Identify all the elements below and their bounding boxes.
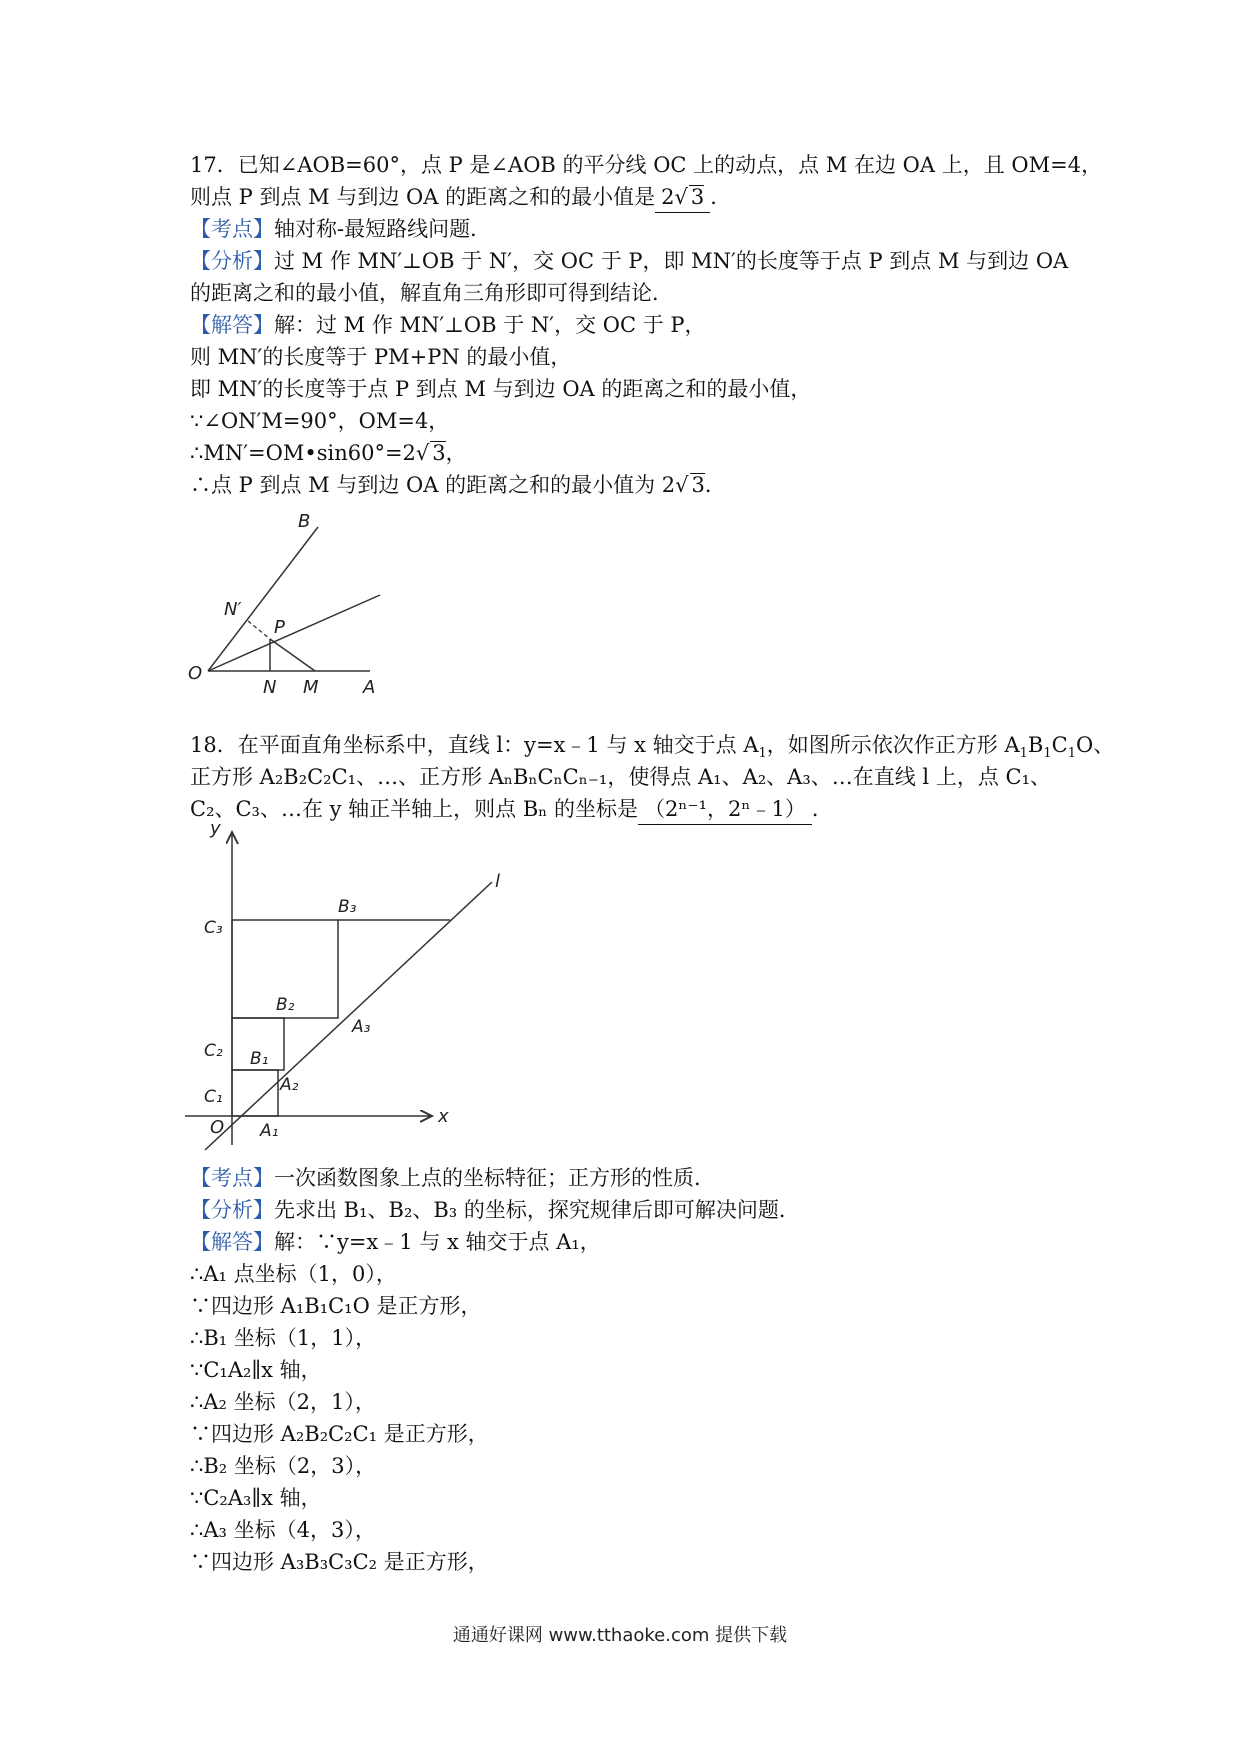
p18-question-line3: C₂、C₃、…在 y 轴正半轴上，则点 Bₙ 的坐标是 （2ⁿ⁻¹，2ⁿ﹣1） ． (190, 794, 833, 825)
p18-step: ∵C₂A₃∥x 轴， (190, 1486, 322, 1510)
p17-answer: 2√ 3 (655, 182, 710, 213)
p18-step: ∵四边形 A₃B₃C₃C₂ 是正方形， (190, 1550, 489, 1574)
fig17-label-M: M (303, 677, 319, 695)
p18-step: ∴B₁ 坐标（1，1）， (190, 1326, 377, 1350)
p17-kaodian: 【考点】轴对称-最短路线问题． (190, 217, 492, 241)
p18-step: ∴A₃ 坐标（4，3）， (190, 1518, 376, 1542)
fig18-label-B1: B₁ (250, 1049, 269, 1069)
fig18-label-A2: A₂ (280, 1075, 299, 1095)
p17-jieda-tag: 【解答】 (190, 313, 274, 337)
p18-answer: （2ⁿ⁻¹，2ⁿ﹣1） (638, 794, 812, 825)
p17-solution-line3: 即 MN′的长度等于点 P 到点 M 与到边 OA 的距离之和的最小值， (190, 377, 812, 401)
p17-figure (180, 505, 410, 699)
p17-fenxi-tag: 【分析】 (190, 249, 274, 273)
page-footer: 通通好课网 www.tthaoke.com 提供下载 (452, 1625, 788, 1646)
p18-step: ∵四边形 A₁B₁C₁O 是正方形， (190, 1294, 482, 1318)
fig17-label-B: B (298, 511, 311, 532)
fig18-label-C1: C₁ (204, 1087, 223, 1107)
p18-fenxi: 【分析】先求出 B₁、B₂、B₃ 的坐标，探究规律后即可解决问题． (190, 1198, 800, 1222)
p17-kaodian-tag: 【考点】 (190, 217, 274, 241)
fig18-label-y: y (210, 820, 221, 839)
fig17-label-N-prime: N′ (224, 599, 242, 620)
fig18-label-B3: B₃ (338, 897, 357, 917)
fig18-label-C3: C₃ (204, 918, 223, 938)
fig17-label-O: O (188, 663, 203, 684)
p18-question-line1: 18．在平面直角坐标系中，直线 l：y=x﹣1 与 x 轴交于点 $A_1$，如图所示依次作正方形 $A_1B_1C_1O$、 (190, 733, 1115, 762)
p18-question-line2: 正方形 A₂B₂C₂C₁、…、正方形 AₙBₙCₙCₙ₋₁，使得点 A₁、A₂、A₃、…在直线 l 上，点 C₁、 (190, 765, 1051, 789)
p18-fenxi-tag: 【分析】 (190, 1198, 274, 1222)
fig18-label-A3: A₃ (352, 1017, 371, 1037)
p18-step: ∴A₂ 坐标（2，1）， (190, 1390, 376, 1414)
p17-question-line1: 17．已知∠AOB=60°，点 P 是∠AOB 的平分线 OC 上的动点，点 M 在边 OA 上，且 OM=4， (190, 153, 1103, 177)
p18-jieda-tag: 【解答】 (190, 1230, 274, 1254)
p17-jieda: 【解答】解：过 M 作 MN′⊥OB 于 N′，交 OC 于 P， (190, 313, 706, 337)
p18-kaodian: 【考点】一次函数图象上点的坐标特征；正方形的性质． (190, 1166, 715, 1190)
p18-step: ∵四边形 A₂B₂C₂C₁ 是正方形， (190, 1422, 489, 1446)
fig18-label-l: l (495, 871, 501, 892)
fig17-label-A: A (363, 677, 376, 695)
p18-step: ∴A₁ 点坐标（1，0）， (190, 1262, 397, 1286)
p17-question-text: 则点 P 到点 M 与到边 OA 的距离之和的最小值是 (190, 185, 656, 209)
p18-jieda: 【解答】解：∵y=x﹣1 与 x 轴交于点 A₁， (190, 1230, 601, 1254)
fig18-label-O: O (210, 1117, 225, 1138)
fig18-label-C2: C₂ (204, 1041, 223, 1061)
fig17-label-P: P (274, 617, 285, 638)
p18-figure (180, 820, 520, 1159)
p17-solution-line6: ∴点 P 到点 M 与到边 OA 的距离之和的最小值为 2√ 3． (190, 473, 726, 497)
p17-solution-line4: ∵∠ON′M=90°，OM=4， (190, 409, 450, 433)
p17-question-line2: 则点 P 到点 M 与到边 OA 的距离之和的最小值是 2√ 3 ． (190, 182, 731, 213)
fig17-label-N: N (263, 677, 277, 695)
fig18-label-x: x (438, 1106, 449, 1127)
fig18-label-B2: B₂ (276, 995, 295, 1015)
p18-step: ∴B₂ 坐标（2，3）， (190, 1454, 377, 1478)
p17-solution-line2: 则 MN′的长度等于 PM+PN 的最小值， (190, 345, 572, 369)
fig18-label-A1: A₁ (260, 1121, 279, 1141)
p17-solution-line5: ∴MN′=OM•sin60°=2√ 3， (190, 441, 467, 465)
p18-kaodian-tag: 【考点】 (190, 1166, 274, 1190)
p17-fenxi-line2: 的距离之和的最小值，解直角三角形即可得到结论． (190, 281, 673, 305)
p18-step: ∵C₁A₂∥x 轴， (190, 1358, 322, 1382)
p17-fenxi: 【分析】过 M 作 MN′⊥OB 于 N′，交 OC 于 P，即 MN′的长度等于点 P 到点 M 与到边 OA (190, 249, 1069, 273)
